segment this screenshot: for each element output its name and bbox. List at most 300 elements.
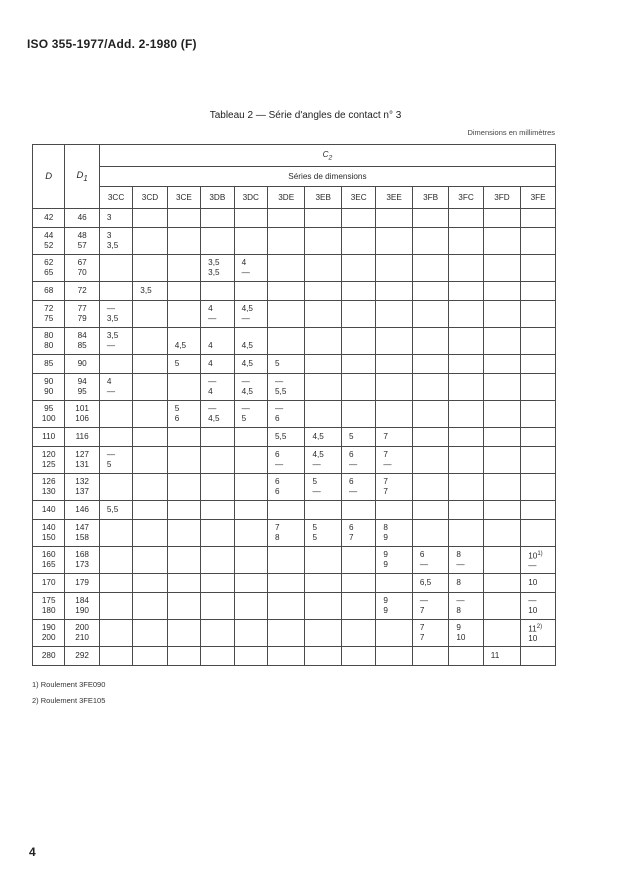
cell-3ce bbox=[167, 593, 200, 620]
cell-value: 7 bbox=[383, 487, 388, 496]
cell-3cd bbox=[133, 593, 167, 620]
cell-3ce bbox=[167, 428, 200, 447]
cell-3cc bbox=[99, 520, 132, 547]
cell-3fd bbox=[483, 328, 520, 355]
cell-value: — bbox=[106, 387, 116, 396]
cell-value bbox=[175, 331, 200, 341]
cell-value: — bbox=[528, 561, 537, 571]
page-number: 4 bbox=[29, 845, 36, 859]
cell-3ce bbox=[167, 301, 200, 328]
cell-3dc bbox=[234, 647, 267, 666]
table-row bbox=[33, 501, 556, 520]
cell-3fb bbox=[412, 593, 448, 620]
cell-value: 10 bbox=[528, 634, 538, 644]
cell-value: 3 bbox=[106, 213, 112, 222]
cell-3fe bbox=[521, 374, 556, 401]
cell-value: — bbox=[208, 404, 217, 413]
cell-3fe bbox=[521, 328, 556, 355]
cell-value: 3,5 bbox=[106, 314, 119, 323]
cell-value: 52 bbox=[44, 241, 54, 250]
table-row bbox=[33, 301, 556, 328]
cell-D bbox=[33, 474, 65, 501]
cell-3de bbox=[267, 520, 304, 547]
cell-3eb bbox=[305, 547, 341, 574]
cell-D1 bbox=[65, 401, 99, 428]
cell-3de bbox=[267, 401, 304, 428]
cell-D bbox=[33, 501, 65, 520]
cell-value: 3 bbox=[106, 231, 112, 240]
cell-value: 44 bbox=[44, 231, 54, 240]
table-row bbox=[33, 620, 556, 647]
cell-3eb bbox=[305, 474, 341, 501]
col-header-D1 bbox=[65, 145, 99, 209]
cell-value: 9 bbox=[383, 560, 388, 569]
cell-3dc bbox=[234, 593, 267, 620]
col-header-C2-sub: 2 bbox=[328, 154, 333, 162]
cell-3fe bbox=[521, 282, 556, 301]
table-row bbox=[33, 355, 556, 374]
series-header-3fd: 3FD bbox=[483, 187, 520, 209]
cell-value: 4,5 bbox=[241, 359, 253, 368]
cell-3fd bbox=[483, 647, 520, 666]
cell-D1 bbox=[65, 428, 99, 447]
cell-3dc bbox=[234, 428, 267, 447]
cell-3ce bbox=[167, 328, 200, 355]
cell-3ee bbox=[376, 620, 412, 647]
cell-3db bbox=[201, 328, 234, 355]
cell-3ee bbox=[376, 401, 412, 428]
cell-3fc bbox=[449, 374, 483, 401]
cell-3fd bbox=[483, 282, 520, 301]
cell-value: 126 bbox=[41, 477, 56, 486]
cell-3de bbox=[267, 255, 304, 282]
cell-value: 90 bbox=[44, 377, 54, 386]
cell-3cd bbox=[133, 228, 167, 255]
cell-3ce bbox=[167, 228, 200, 255]
cell-3ec bbox=[341, 428, 375, 447]
document-header: ISO 355-1977/Add. 2-1980 (F) bbox=[27, 37, 197, 51]
cell-3dc bbox=[234, 401, 267, 428]
cell-value: — bbox=[208, 377, 217, 386]
cell-value: — bbox=[419, 596, 429, 605]
cell-value: — bbox=[106, 304, 116, 313]
cell-3cd bbox=[133, 620, 167, 647]
cell-value: — bbox=[106, 450, 116, 459]
cell-3cc bbox=[99, 574, 132, 593]
cell-value: 150 bbox=[41, 533, 56, 542]
cell-value: 94 bbox=[77, 377, 87, 386]
cell-value: 4 bbox=[208, 359, 213, 368]
cell-3ce bbox=[167, 474, 200, 501]
cell-value: 5 bbox=[312, 477, 318, 486]
cell-value: 57 bbox=[77, 241, 87, 250]
cell-value: — bbox=[348, 487, 358, 496]
cell-value: 77 bbox=[77, 304, 87, 313]
cell-3ce bbox=[167, 355, 200, 374]
cell-3ce bbox=[167, 209, 200, 228]
cell-value: 137 bbox=[75, 487, 89, 496]
cell-value: — bbox=[456, 560, 465, 569]
cell-value: 90 bbox=[44, 387, 54, 396]
cell-value: 84 bbox=[77, 331, 87, 340]
cell-value: 85 bbox=[77, 341, 87, 350]
cell-value: 3,5 bbox=[208, 268, 220, 277]
cell-3ee bbox=[376, 474, 412, 501]
cell-value: — bbox=[348, 460, 358, 469]
cell-value: 120 bbox=[41, 450, 56, 459]
cell-3fb bbox=[412, 428, 448, 447]
cell-3fd bbox=[483, 593, 520, 620]
cell-3ec bbox=[341, 447, 375, 474]
cell-3cd bbox=[133, 255, 167, 282]
cell-value: 7 bbox=[419, 606, 425, 615]
cell-3fd bbox=[483, 301, 520, 328]
cell-3cd bbox=[133, 547, 167, 574]
cell-3dc bbox=[234, 328, 267, 355]
cell-3db bbox=[201, 209, 234, 228]
cell-value: 5 bbox=[274, 359, 280, 368]
cell-value: 70 bbox=[77, 268, 87, 277]
cell-3db bbox=[201, 574, 234, 593]
cell-3ec bbox=[341, 228, 375, 255]
cell-value: 8 bbox=[383, 523, 388, 532]
cell-3fd bbox=[483, 574, 520, 593]
table-row bbox=[33, 328, 556, 355]
cell-3fb bbox=[412, 374, 448, 401]
cell-3fc bbox=[449, 620, 483, 647]
cell-3ec bbox=[341, 547, 375, 574]
cell-3ee bbox=[376, 301, 412, 328]
series-header-3fe: 3FE bbox=[521, 187, 556, 209]
cell-3dc bbox=[234, 228, 267, 255]
cell-3eb bbox=[305, 620, 341, 647]
cell-3fe bbox=[521, 647, 556, 666]
cell-value: 11 bbox=[490, 651, 500, 660]
cell-value: 6 bbox=[274, 487, 280, 496]
cell-3fe bbox=[521, 620, 556, 647]
cell-3db bbox=[201, 401, 234, 428]
cell-3ce bbox=[167, 520, 200, 547]
table-row bbox=[33, 474, 556, 501]
cell-value: 7 bbox=[383, 477, 388, 486]
cell-3cc bbox=[99, 374, 132, 401]
cell-3ee bbox=[376, 328, 412, 355]
cell-D bbox=[33, 620, 65, 647]
cell-3cd bbox=[133, 401, 167, 428]
cell-3fe bbox=[521, 520, 556, 547]
cell-value: 9 bbox=[456, 623, 461, 632]
cell-value: 7 bbox=[383, 450, 388, 459]
cell-3dc bbox=[234, 620, 267, 647]
cell-3db bbox=[201, 228, 234, 255]
cell-value: 3,5 bbox=[106, 241, 119, 250]
cell-3fc bbox=[449, 255, 483, 282]
cell-3fb bbox=[412, 620, 448, 647]
cell-value bbox=[242, 331, 267, 341]
cell-value: 6 bbox=[274, 477, 280, 486]
cell-value: 4,5 bbox=[312, 432, 324, 441]
series-header-3cc: 3CC bbox=[99, 187, 132, 209]
cell-3de bbox=[267, 301, 304, 328]
cell-3fc bbox=[449, 328, 483, 355]
cell-value: 3,5 bbox=[208, 258, 220, 267]
cell-3dc bbox=[234, 520, 267, 547]
cell-value: 6,5 bbox=[419, 578, 432, 587]
cell-3fe bbox=[521, 474, 556, 501]
cell-value: 146 bbox=[75, 505, 89, 514]
cell-3ec bbox=[341, 255, 375, 282]
cell-D bbox=[33, 401, 65, 428]
cell-3eb bbox=[305, 401, 341, 428]
cell-value bbox=[208, 331, 233, 341]
cell-3fe bbox=[521, 574, 556, 593]
cell-3ec bbox=[341, 501, 375, 520]
cell-D1 bbox=[65, 574, 99, 593]
table-row bbox=[33, 647, 556, 666]
cell-value: 11$^{2)}$ bbox=[528, 623, 543, 634]
cell-3fd bbox=[483, 547, 520, 574]
cell-3fe bbox=[521, 547, 556, 574]
contact-angle-table bbox=[32, 144, 556, 666]
cell-3eb bbox=[305, 501, 341, 520]
table-row bbox=[33, 401, 556, 428]
cell-3ec bbox=[341, 355, 375, 374]
cell-3dc bbox=[234, 547, 267, 574]
cell-3ec bbox=[341, 282, 375, 301]
table-title bbox=[0, 110, 621, 121]
cell-3ec bbox=[341, 520, 375, 547]
cell-3dc bbox=[234, 255, 267, 282]
cell-3ec bbox=[341, 401, 375, 428]
cell-value: 9 bbox=[383, 606, 388, 615]
cell-value: 101 bbox=[75, 404, 89, 413]
cell-3eb bbox=[305, 255, 341, 282]
cell-3de bbox=[267, 474, 304, 501]
cell-D1 bbox=[65, 593, 99, 620]
cell-3cc bbox=[99, 228, 132, 255]
cell-3ee bbox=[376, 428, 412, 447]
cell-value: 4 bbox=[208, 304, 213, 313]
cell-D bbox=[33, 301, 65, 328]
cell-3de bbox=[267, 574, 304, 593]
cell-value: 116 bbox=[75, 432, 89, 441]
footnote-2: 2) Roulement 3FE105 bbox=[32, 696, 106, 705]
cell-value: 5,5 bbox=[274, 387, 287, 396]
cell-3fe bbox=[521, 401, 556, 428]
cell-value: 62 bbox=[44, 258, 54, 267]
cell-3fd bbox=[483, 447, 520, 474]
cell-3de bbox=[267, 547, 304, 574]
cell-3fb bbox=[412, 255, 448, 282]
cell-D bbox=[33, 355, 65, 374]
cell-value: 5 bbox=[106, 460, 112, 469]
series-header-3ce: 3CE bbox=[167, 187, 200, 209]
cell-value: 10 bbox=[528, 578, 538, 587]
series-header-3db: 3DB bbox=[201, 187, 234, 209]
series-header-3de: 3DE bbox=[267, 187, 304, 209]
cell-3cd bbox=[133, 574, 167, 593]
cell-value: 140 bbox=[41, 505, 56, 514]
cell-3fb bbox=[412, 547, 448, 574]
cell-3fd bbox=[483, 501, 520, 520]
cell-3eb bbox=[305, 593, 341, 620]
cell-3de bbox=[267, 647, 304, 666]
cell-3ec bbox=[341, 620, 375, 647]
cell-3cc bbox=[99, 428, 132, 447]
cell-D bbox=[33, 593, 65, 620]
cell-3de bbox=[267, 620, 304, 647]
col-header-D1-sub: 1 bbox=[83, 173, 88, 183]
cell-3ce bbox=[167, 255, 200, 282]
cell-3ee bbox=[376, 255, 412, 282]
series-header-3ec: 3EC bbox=[341, 187, 375, 209]
cell-value: 7 bbox=[274, 523, 280, 532]
cell-3fe bbox=[521, 255, 556, 282]
cell-D1 bbox=[65, 447, 99, 474]
cell-3ec bbox=[341, 301, 375, 328]
cell-value: 6 bbox=[274, 450, 280, 459]
cell-3ec bbox=[341, 574, 375, 593]
cell-value: 173 bbox=[75, 560, 89, 569]
series-header: Séries de dimensions bbox=[99, 167, 555, 187]
cell-3fd bbox=[483, 620, 520, 647]
cell-value: 7 bbox=[348, 533, 354, 542]
series-header-3fb: 3FB bbox=[412, 187, 448, 209]
cell-3cd bbox=[133, 374, 167, 401]
cell-3db bbox=[201, 547, 234, 574]
cell-value: 5 bbox=[312, 533, 318, 542]
cell-3fc bbox=[449, 355, 483, 374]
cell-3cc bbox=[99, 447, 132, 474]
cell-3cc bbox=[99, 282, 132, 301]
cell-3ec bbox=[341, 647, 375, 666]
cell-3fc bbox=[449, 501, 483, 520]
cell-3ce bbox=[167, 374, 200, 401]
cell-value: — bbox=[241, 404, 250, 413]
cell-value: 127 bbox=[75, 450, 89, 459]
cell-value: — bbox=[274, 460, 284, 469]
cell-D1 bbox=[65, 520, 99, 547]
cell-D bbox=[33, 547, 65, 574]
cell-3dc bbox=[234, 574, 267, 593]
footnote-mark: 1) bbox=[537, 550, 543, 557]
cell-value: 179 bbox=[75, 578, 89, 587]
cell-3db bbox=[201, 593, 234, 620]
cell-value: 85 bbox=[44, 359, 54, 368]
col-header-D: D bbox=[33, 145, 65, 209]
cell-value: 7 bbox=[419, 633, 425, 642]
cell-3eb bbox=[305, 520, 341, 547]
cell-value: 46 bbox=[77, 213, 87, 222]
cell-3de bbox=[267, 447, 304, 474]
cell-value: 5 bbox=[241, 414, 247, 423]
cell-3cc bbox=[99, 501, 132, 520]
cell-3fe bbox=[521, 447, 556, 474]
cell-value: 168 bbox=[75, 550, 89, 559]
cell-3eb bbox=[305, 447, 341, 474]
cell-value: — bbox=[274, 377, 284, 386]
cell-3fd bbox=[483, 374, 520, 401]
cell-3fe bbox=[521, 209, 556, 228]
cell-3eb bbox=[305, 428, 341, 447]
cell-3de bbox=[267, 593, 304, 620]
table-row bbox=[33, 282, 556, 301]
cell-3fb bbox=[412, 447, 448, 474]
cell-3fc bbox=[449, 647, 483, 666]
cell-3dc bbox=[234, 374, 267, 401]
cell-value: 72 bbox=[44, 304, 54, 313]
cell-value: — bbox=[241, 268, 250, 277]
cell-3fb bbox=[412, 401, 448, 428]
series-header-3dc: 3DC bbox=[234, 187, 267, 209]
cell-3db bbox=[201, 374, 234, 401]
cell-value: 4 bbox=[106, 377, 112, 386]
cell-value: 5,5 bbox=[106, 505, 119, 514]
cell-D bbox=[33, 647, 65, 666]
cell-value: 5 bbox=[312, 523, 318, 532]
cell-value: — bbox=[241, 314, 250, 323]
cell-value: — bbox=[383, 460, 392, 469]
cell-3fe bbox=[521, 355, 556, 374]
cell-3ec bbox=[341, 328, 375, 355]
cell-3db bbox=[201, 255, 234, 282]
cell-value: 131 bbox=[75, 460, 89, 469]
cell-D1 bbox=[65, 209, 99, 228]
cell-value: 106 bbox=[75, 414, 89, 423]
cell-3db bbox=[201, 474, 234, 501]
cell-value: 67 bbox=[77, 258, 87, 267]
cell-3ee bbox=[376, 647, 412, 666]
cell-value: — bbox=[456, 596, 465, 605]
cell-3eb bbox=[305, 209, 341, 228]
cell-3dc bbox=[234, 501, 267, 520]
cell-value: 140 bbox=[41, 523, 56, 532]
cell-D bbox=[33, 255, 65, 282]
table-row bbox=[33, 228, 556, 255]
cell-value: 110 bbox=[42, 432, 56, 441]
cell-3ee bbox=[376, 447, 412, 474]
cell-3cd bbox=[133, 447, 167, 474]
cell-value: 5 bbox=[174, 359, 180, 368]
cell-value: 75 bbox=[44, 314, 54, 323]
cell-3ee bbox=[376, 574, 412, 593]
cell-value: 80 bbox=[44, 341, 54, 350]
cell-3dc bbox=[234, 282, 267, 301]
cell-3fd bbox=[483, 255, 520, 282]
cell-3dc bbox=[234, 209, 267, 228]
cell-3fd bbox=[483, 401, 520, 428]
cell-3fb bbox=[412, 647, 448, 666]
cell-3cd bbox=[133, 209, 167, 228]
cell-value: 9 bbox=[383, 596, 388, 605]
cell-3cc bbox=[99, 647, 132, 666]
cell-value: 7 bbox=[383, 432, 388, 441]
cell-3cd bbox=[133, 520, 167, 547]
cell-3fc bbox=[449, 301, 483, 328]
cell-3cc bbox=[99, 593, 132, 620]
cell-value: 10 bbox=[528, 606, 538, 615]
cell-value: 3,5 bbox=[140, 286, 152, 295]
cell-value: 48 bbox=[77, 231, 87, 240]
cell-3cc bbox=[99, 255, 132, 282]
cell-3fd bbox=[483, 355, 520, 374]
cell-3cc bbox=[99, 209, 132, 228]
cell-D1 bbox=[65, 255, 99, 282]
dimensions-note: Dimensions en millimètres bbox=[467, 128, 555, 137]
cell-value: 165 bbox=[41, 560, 56, 569]
cell-value: 175 bbox=[41, 596, 56, 605]
cell-value: — bbox=[528, 596, 537, 605]
